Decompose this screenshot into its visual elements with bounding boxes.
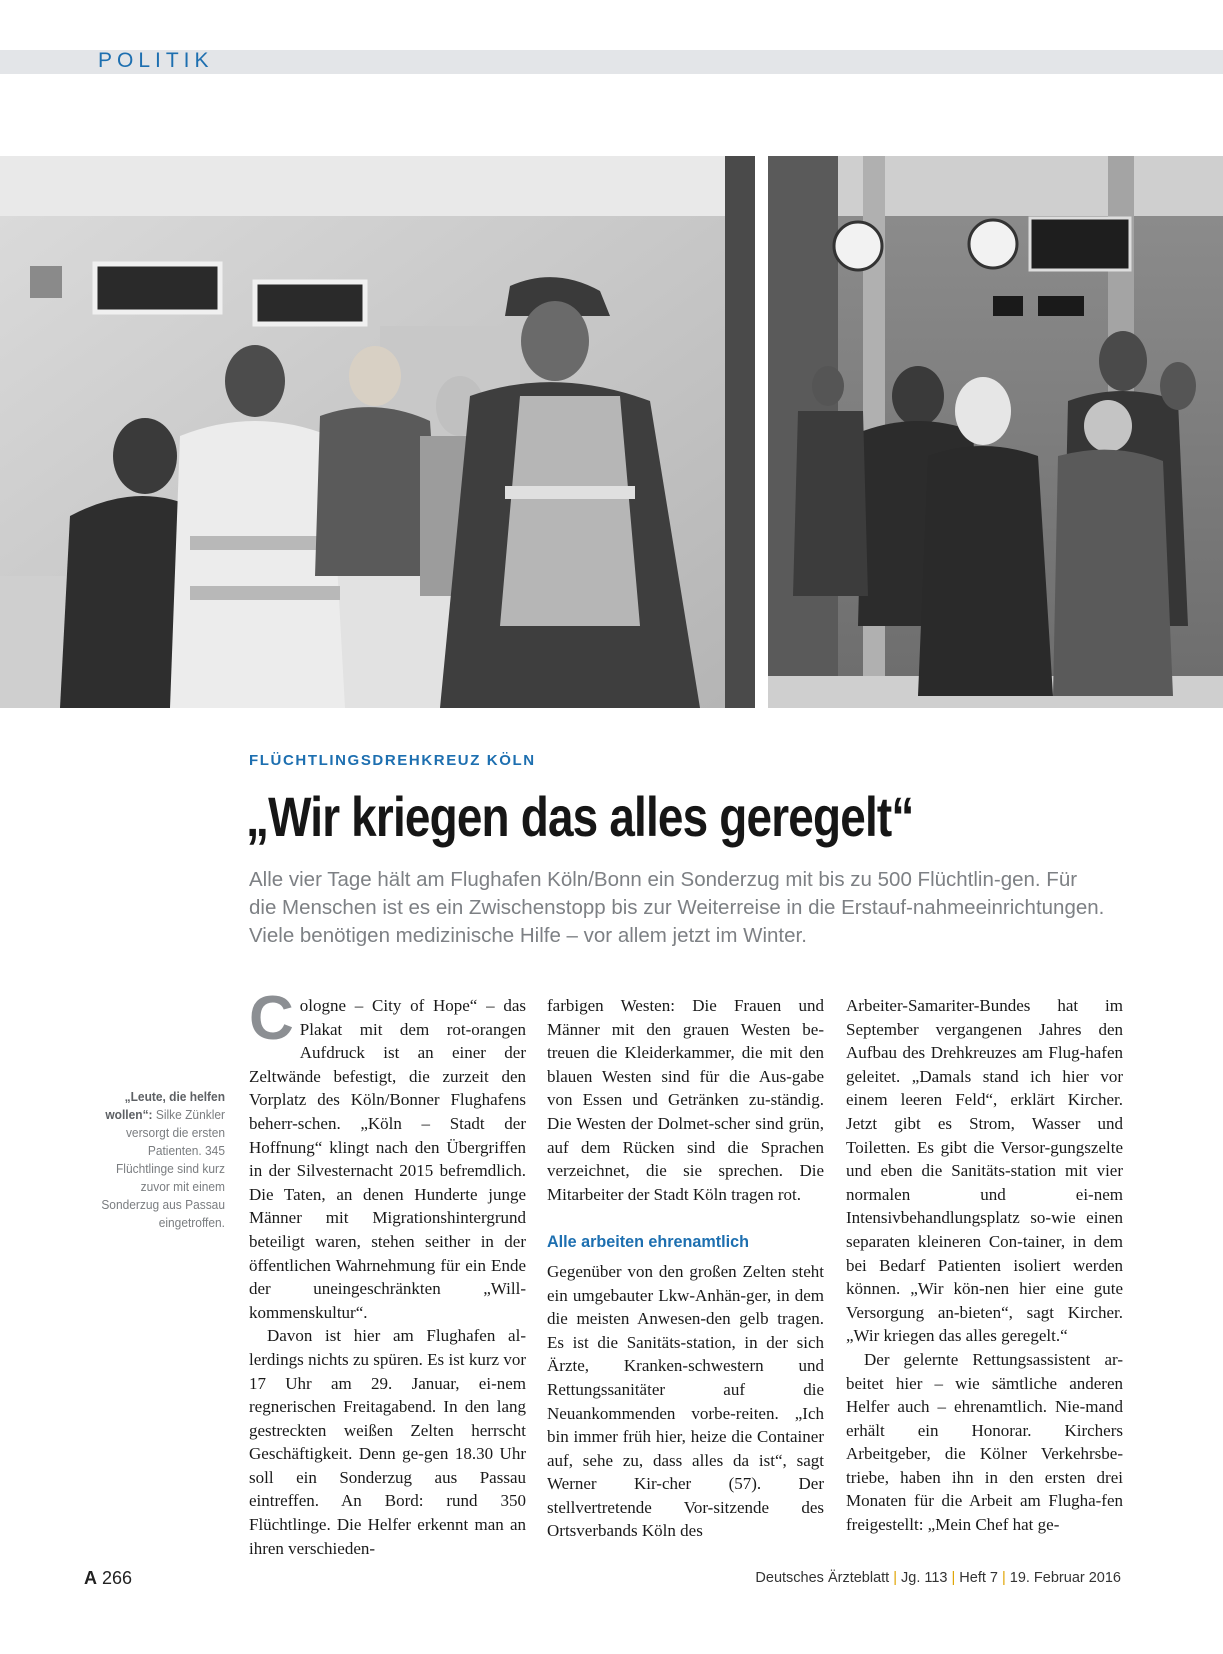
page-number-value: 266 xyxy=(102,1568,133,1588)
footer-separator: | xyxy=(951,1570,956,1586)
footer-separator: | xyxy=(893,1570,897,1586)
page-number xyxy=(84,1568,132,1589)
article-column-2 xyxy=(547,994,824,1543)
article-lead: Alle vier Tage hält am Flughafen Köln/Bonn ein Sonderzug mit bis zu 500 Flüchtlin-gen. Für die Menschen ist es ein Zwischenstopp bis zur Weiterreise in die Erstauf-nahmeeinrichtungen. Viele benötigen medizinische Hilfe – vor allem jetzt im Winter. xyxy=(249,868,1105,947)
article-headline: „Wir kriegen das alles geregelt“ xyxy=(246,785,914,848)
paragraph: ologne – City of Hope“ – das Plakat mit dem rot-orangen Aufdruck ist an einer der Zeltwände befestigt, die zurzeit den Vorplatz des Köln/Bonner Flughafens beherr-schen. „Köln – Stadt der Hoffnung“ klingt nach den Übergriffen in der Silvesternacht 2015 befremdlich. Die Taten, an denen Hunderte junge Männer mit Migrationshintergrund beteiligt waren, stehen seither in der öffentlichen Wahrnehmung für ein Ende der uneingeschränkten „Will-kommenskultur“. xyxy=(249,996,526,1322)
paragraph: farbigen Westen: Die Frauen und Männer mit den grauen Westen be-treuen die Kleiderkammer, die mit den blauen Westen sind für die Aus-gabe von Essen und Getränken zu-ständig. Die Westen der Dolmet-scher sind grün, auf dem Rücken sind die Sprachen verzeichnet, die sie sprechen. Die Mitarbeiter der Stadt Köln tragen rot. xyxy=(547,996,824,1204)
page-prefix: A xyxy=(84,1568,97,1588)
footer-issue: Heft 7 xyxy=(959,1570,998,1586)
article-column-3 xyxy=(846,994,1123,1537)
paragraph: Gegenüber von den großen Zelten steht ein umgebauter Lkw-Anhän-ger, in dem die meisten Anwesen-den gelb tragen. Es ist die Sanitäts-station, in der sich Ärzte, Kranken-schwestern und Rettungssanitäter auf die Neuankommenden vorbe-reiten. „Ich bin immer früh hier, heize die Container auf, sehe zu, dass alles da ist“, sagt Werner Kir-cher (57). Der stellvertretende Vor-sitzende des Ortsverbands Köln des xyxy=(547,1261,824,1541)
section-label: POLITIK xyxy=(98,49,214,72)
caption-title: „Leute, die helfen wollen“: xyxy=(105,1089,225,1122)
article-kicker: FLÜCHTLINGSDREHKREUZ KÖLN xyxy=(249,752,536,769)
footer-citation xyxy=(755,1570,1121,1586)
photo-caption xyxy=(99,1088,225,1232)
article-subhead: Alle arbeiten ehrenamtlich xyxy=(547,1232,749,1252)
photo-train-platform xyxy=(768,156,1223,708)
footer-journal: Deutsches Ärzteblatt xyxy=(755,1570,890,1586)
paragraph: Der gelernte Rettungsassistent ar-beitet hier – wie sämtliche anderen Helfer auch – ehrenamtlich. Nie-mand erhält ein Honorar. Kirchers Arbeitgeber, die Kölner Verkehrsbe-triebe, haben ihn in den ersten drei Monaten für die Arbeit am Flugha-fen freigestellt: „Mein Chef hat ge- xyxy=(846,1349,1123,1535)
footer-volume: Jg. 113 xyxy=(901,1570,948,1586)
footer-date: 19. Februar 2016 xyxy=(1009,1570,1121,1586)
caption-text: Silke Zünkler versorgt die ersten Patienten. 345 Flüchtlinge sind kurz zuvor mit einem Sonderzug aus Passau eingetroffen. xyxy=(101,1107,225,1230)
footer-separator: | xyxy=(1001,1570,1006,1586)
drop-cap: C xyxy=(249,984,294,1053)
photo-ambulance-container xyxy=(0,156,755,708)
paragraph: Arbeiter-Samariter-Bundes hat im September vergangenen Jahres den Aufbau des Drehkreuzes am Flug-hafen geleitet. „Damals stand ich hier vor einem leeren Feld“, erklärt Kircher. Jetzt gibt es Strom, Wasser und Toiletten. Es gibt die Versor-gungszelte und eben die Sanitäts-station mit vier normalen und ei-nem Intensivbehandlungsplatz so-wie einen separaten kleineren Con-tainer, in dem bei Bedarf Patienten isoliert werden können. „Wir kön-nen hier eine gute Versorgung an-bieten“, sagt Kircher. „Wir kriegen das alles geregelt.“ xyxy=(846,996,1123,1346)
paragraph: Davon ist hier am Flughafen al-lerdings nichts zu spüren. Es ist kurz vor 17 Uhr am 29. Januar, ei-nem regnerischen Freitagabend. In den lang gestreckten weißen Zelten herrscht Geschäftigkeit. Denn ge-gen 18.30 Uhr soll ein Sonderzug aus Passau eintreffen. An Bord: rund 350 Flüchtlinge. Die Helfer erkennt man an ihren verschieden- xyxy=(249,1326,526,1558)
article-column-1 xyxy=(249,984,526,1560)
